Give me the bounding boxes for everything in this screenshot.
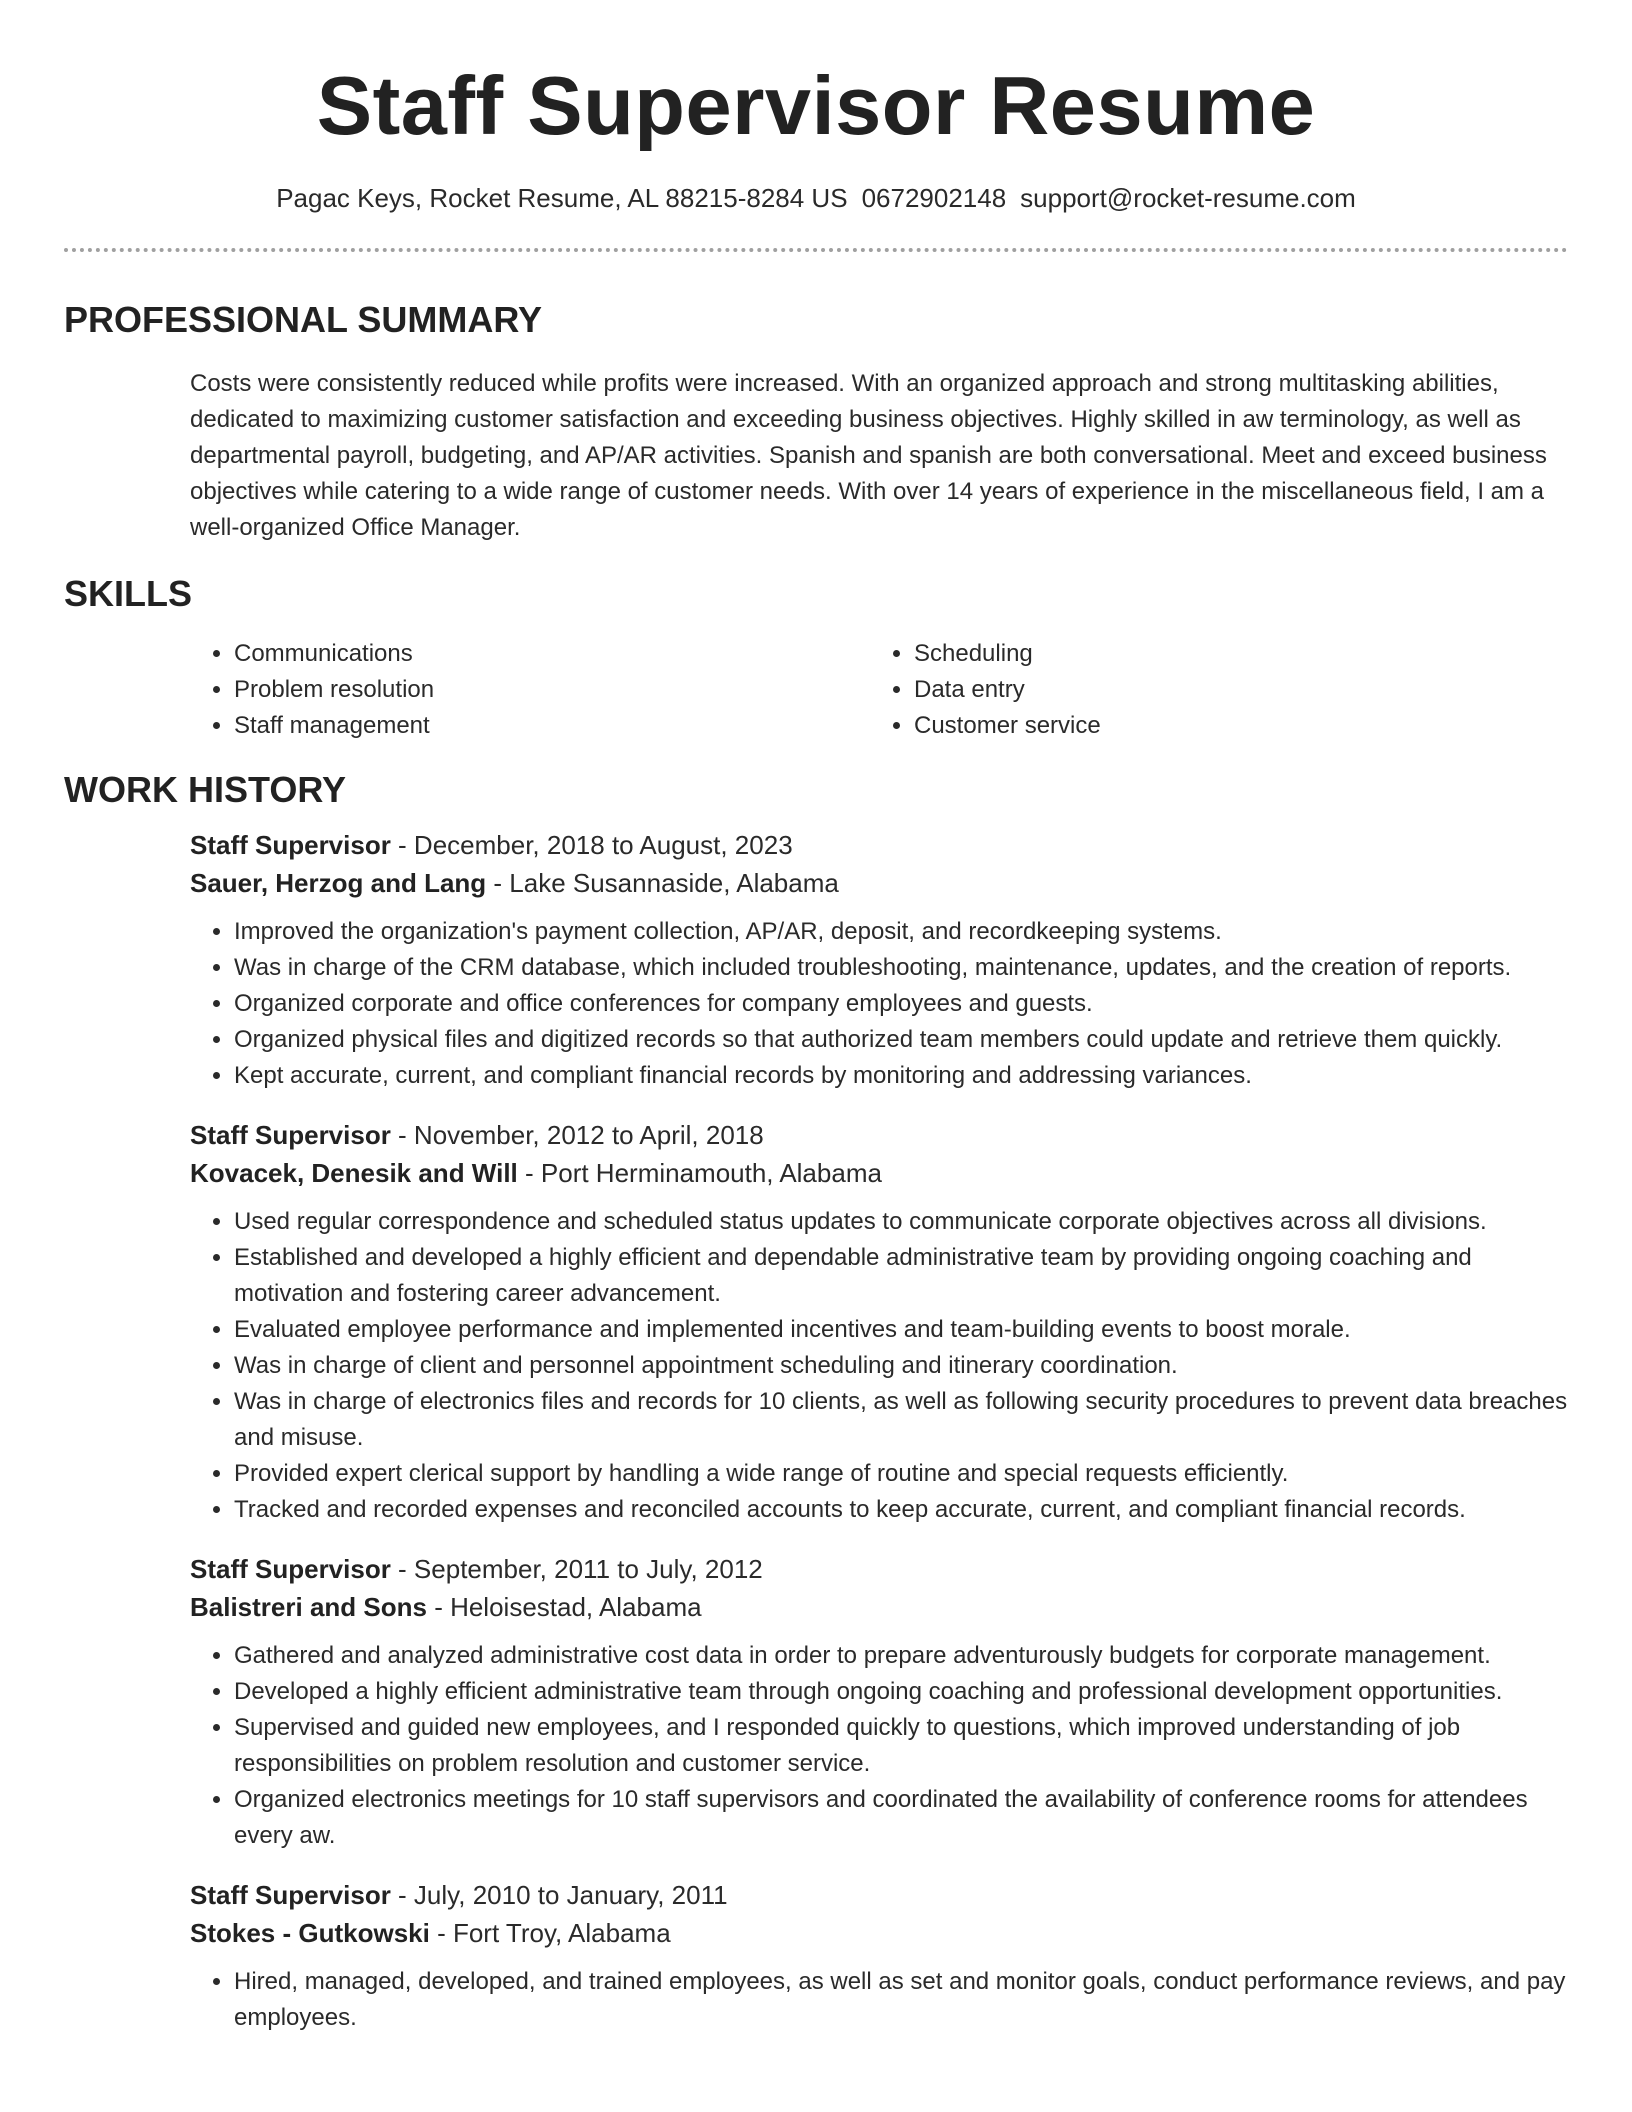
job-title-line [190, 828, 1568, 862]
job-bullet: • Hired, managed, developed, and trained employees, as well as set and monitor goals, conduct performance reviews, and pay employees. [234, 1964, 1568, 2036]
job-bullet: • Organized physical files and digitized records so that authorized team members could update and retrieve them quickly. [234, 1022, 1568, 1058]
job-location: - Port Herminamouth, Alabama [517, 1158, 882, 1188]
contact-email: support@rocket-resume.com [1020, 183, 1356, 213]
job-entry [190, 1552, 1568, 1854]
job-bullet: • Tracked and recorded expenses and reconciled accounts to keep accurate, current, and compliant financial records. [234, 1492, 1568, 1528]
job-bullet: • Improved the organization's payment collection, AP/AR, deposit, and recordkeeping systems. [234, 914, 1568, 950]
skill-item: • Problem resolution [234, 672, 870, 708]
job-bullet: • Used regular correspondence and scheduled status updates to communicate corporate objectives across all divisions. [234, 1204, 1568, 1240]
job-bullets [190, 914, 1568, 1094]
header-divider [64, 248, 1568, 252]
job-bullet: • Was in charge of client and personnel appointment scheduling and itinerary coordination. [234, 1348, 1568, 1384]
skill-item: • Customer service [914, 708, 1550, 744]
contact-line [64, 182, 1568, 214]
job-bullet: • Organized corporate and office conferences for company employees and guests. [234, 986, 1568, 1022]
contact-phone: 0672902148 [861, 183, 1007, 213]
job-title: Staff Supervisor [190, 1880, 391, 1910]
job-bullet: • Provided expert clerical support by handling a wide range of routine and special requests efficiently. [234, 1456, 1568, 1492]
skill-item: • Communications [234, 636, 870, 672]
job-entry [190, 828, 1568, 1094]
summary-text: Costs were consistently reduced while profits were increased. With an organized approach and strong multitasking abilities, dedicated to maximizing customer satisfaction and exceeding business objectives. Highly skilled in aw terminology, as well as departmental payroll, budgeting, and AP/AR activities. Spanish and spanish are both conversational. Meet and exceed business objectives while catering to a wide range of customer needs. With over 14 years of experience in the miscellaneous field, I am a well-organized Office Manager. [190, 370, 1547, 541]
job-bullets [190, 1638, 1568, 1854]
job-bullet: • Gathered and analyzed administrative cost data in order to prepare adventurously budgets for corporate management. [234, 1638, 1568, 1674]
job-company: Balistreri and Sons [190, 1592, 427, 1622]
job-company: Sauer, Herzog and Lang [190, 868, 487, 898]
job-company: Kovacek, Denesik and Will [190, 1158, 518, 1188]
skills-heading: SKILLS [64, 573, 193, 614]
summary-heading: PROFESSIONAL SUMMARY [64, 299, 543, 340]
job-bullets [190, 1204, 1568, 1528]
job-dates: - July, 2010 to January, 2011 [390, 1880, 728, 1910]
job-dates: - September, 2011 to July, 2012 [390, 1554, 763, 1584]
job-bullet: • Was in charge of electronics files and records for 10 clients, as well as following security procedures to prevent data breaches and misuse. [234, 1384, 1568, 1456]
job-title: Staff Supervisor [190, 1554, 391, 1584]
job-location: - Fort Troy, Alabama [429, 1918, 671, 1948]
job-bullets [190, 1964, 1568, 2036]
job-location: - Lake Susannaside, Alabama [486, 868, 839, 898]
resume-page [64, 0, 1568, 2036]
skills-column-right [870, 636, 1550, 744]
job-company-line [190, 1916, 1568, 1950]
work-history-heading: WORK HISTORY [64, 769, 347, 810]
skills-list [190, 636, 1568, 744]
job-bullet: • Evaluated employee performance and implemented incentives and team-building events to boost morale. [234, 1312, 1568, 1348]
skill-item: • Data entry [914, 672, 1550, 708]
job-title-line [190, 1118, 1568, 1152]
job-entry [190, 1118, 1568, 1528]
skill-item: • Scheduling [914, 636, 1550, 672]
job-bullet: • Developed a highly efficient administrative team through ongoing coaching and professional development opportunities. [234, 1674, 1568, 1710]
job-company: Stokes - Gutkowski [190, 1918, 430, 1948]
skill-item: • Staff management [234, 708, 870, 744]
job-bullet: • Kept accurate, current, and compliant financial records by monitoring and addressing variances. [234, 1058, 1568, 1094]
job-title: Staff Supervisor [190, 1120, 391, 1150]
page-title: Staff Supervisor Resume [316, 59, 1316, 152]
job-title-line [190, 1878, 1568, 1912]
contact-address: Pagac Keys, Rocket Resume, AL 88215-8284 US [276, 183, 848, 213]
job-title: Staff Supervisor [190, 830, 391, 860]
job-bullet: • Organized electronics meetings for 10 staff supervisors and coordinated the availability of conference rooms for attendees every aw. [234, 1782, 1568, 1854]
job-bullet: • Supervised and guided new employees, and I responded quickly to questions, which improved understanding of job responsibilities on problem resolution and customer service. [234, 1710, 1568, 1782]
job-company-line [190, 1156, 1568, 1190]
skills-column-left [190, 636, 870, 744]
job-entry [190, 1878, 1568, 2036]
job-dates: - November, 2012 to April, 2018 [390, 1120, 764, 1150]
job-dates: - December, 2018 to August, 2023 [390, 830, 793, 860]
job-company-line [190, 1590, 1568, 1624]
job-location: - Heloisestad, Alabama [426, 1592, 702, 1622]
job-bullet: • Was in charge of the CRM database, which included troubleshooting, maintenance, updates, and the creation of reports. [234, 950, 1568, 986]
job-company-line [190, 866, 1568, 900]
job-bullet: • Established and developed a highly efficient and dependable administrative team by providing ongoing coaching and motivation and fostering career advancement. [234, 1240, 1568, 1312]
job-title-line [190, 1552, 1568, 1586]
